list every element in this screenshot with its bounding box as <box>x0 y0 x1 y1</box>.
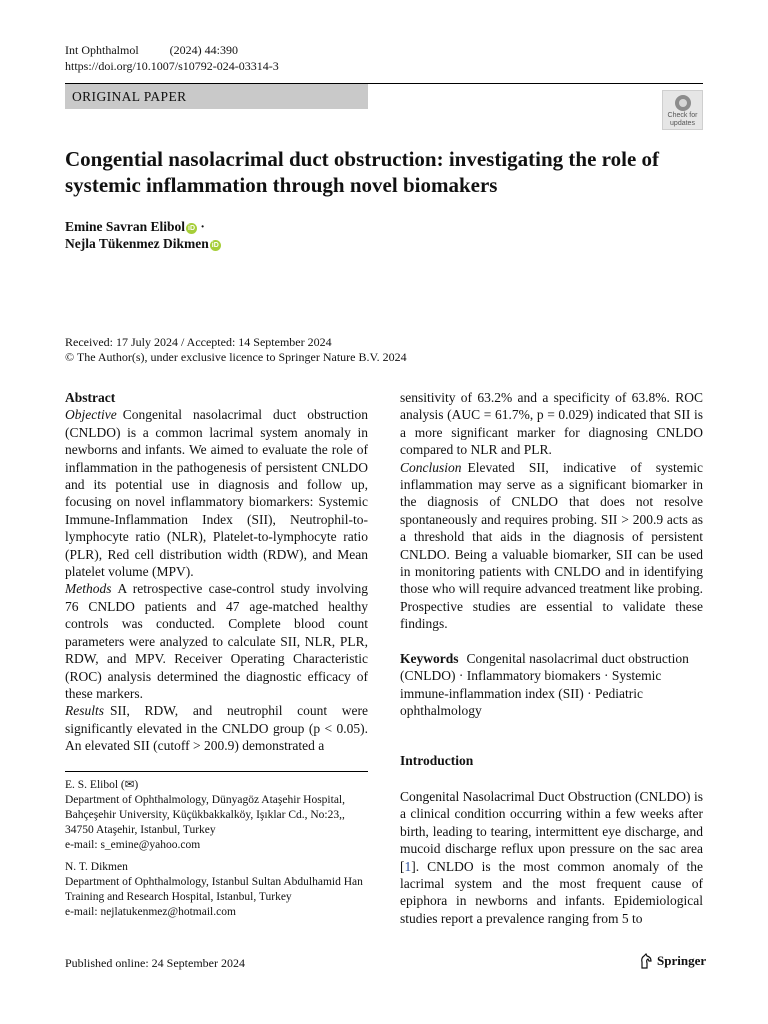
author-name[interactable]: Emine Savran Elibol <box>65 219 186 234</box>
journal-name: Int Ophthalmol <box>65 43 139 57</box>
orcid-icon[interactable]: iD <box>211 242 219 249</box>
affiliation-1 <box>65 778 368 853</box>
doi-link[interactable]: https://doi.org/10.1007/s10792-024-03314-3 <box>65 59 279 73</box>
affiliation-email[interactable]: e-mail: nejlatukenmez@hotmail.com <box>65 906 236 918</box>
intro-text-part: Congenital Nasolacrimal Duct Obstruction (CNLDO) is a clinical condition occurring within a few weeks after birth, leading to tearing, intermittent eye discharge, and mucoid discharge reflux upon pressure on the sac area [ <box>400 789 703 874</box>
volume-info: (2024) 44:390 <box>169 43 238 57</box>
affiliation-rule <box>65 771 368 772</box>
article-type-band: ORIGINAL PAPER <box>65 84 368 109</box>
keywords-heading: Keywords <box>400 651 459 666</box>
abstract-right-column <box>400 389 703 633</box>
published-online: Published online: 24 September 2024 <box>65 956 245 970</box>
publication-dates <box>65 335 407 365</box>
received-accepted: Received: 17 July 2024 / Accepted: 14 September 2024 <box>65 335 332 349</box>
affiliation-2 <box>65 860 368 920</box>
affiliation-address: Department of Ophthalmology, Dünyagöz Ataşehir Hospital, Bahçeşehir University, Küçükbakkalköy, Işıklar Cd., No:23,, 34750 Ataşehir, Istanbul, Turkey <box>65 794 345 836</box>
orcid-icon[interactable]: iD <box>188 225 196 232</box>
author-list: Emine Savran Elibol iD · Nejla Tükenmez Dikmen iD <box>65 219 219 251</box>
article-title: Congential nasolacrimal duct obstruction: investigating the role of systemic inflammation through novel biomakers <box>65 147 660 197</box>
objective-text: Congenital nasolacrimal duct obstruction (CNLDO) is a common lacrimal system anomaly in newborns and infants. We aimed to evaluate the role of inflammation in the pathogenesis of persistent CNLDO and its potential use in diagnosis and follow up, focusing on novel inflammatory biomarkers: Systemic Immune-Inflammation Index (SII), Neutrophil-to-lymphocyte ratio (NLR), Platelet-to-lymphocyte ratio (PLR), Red cell distribution width (RDW), and Mean platelet volume (MPV). <box>65 407 368 580</box>
journal-header <box>65 43 238 58</box>
check-for-updates-button[interactable] <box>662 90 703 130</box>
abstract-objective <box>65 406 368 580</box>
springer-horse-icon <box>639 953 653 969</box>
methods-label: Methods <box>65 581 112 597</box>
intro-text-part: ]. CNLDO is the most common anomaly of the lacrimal system and the most frequent cause of epiphora in newborns and infants. Epidemiological studies report a prevalence ranging from 5 to <box>400 858 703 926</box>
introduction-text <box>400 788 703 927</box>
results-text: SII, RDW, and neutrophil count were significantly elevated in the CNLDO group (p < 0.05). An elevated SII (cutoff > 200.9) demonstrated a <box>65 703 368 754</box>
affiliation-author: E. S. Elibol (✉) <box>65 779 139 791</box>
citation-link[interactable]: 1 <box>404 858 412 874</box>
check-updates-icon <box>675 95 691 111</box>
conclusion-label: Conclusion <box>400 459 462 475</box>
abstract-methods <box>65 580 368 702</box>
affiliation-address: Department of Ophthalmology, Istanbul Sultan Abdulhamid Han Training and Research Hospital, Istanbul, Turkey <box>65 876 363 903</box>
abstract-conclusion <box>400 459 703 633</box>
objective-label: Objective <box>65 407 117 423</box>
introduction-heading: Introduction <box>400 753 474 768</box>
results-continued: sensitivity of 63.2% and a specificity of 63.8%. ROC analysis (AUC = 61.7%, p = 0.029) indicated that SII is a more significant marker for diagnosing CNLDO compared to NLR and PLR. <box>400 390 703 458</box>
publisher-name: Springer <box>657 953 707 968</box>
methods-text: A retrospective case-control study involving 76 CNLDO patients and 47 age-matched healthy controls was conducted. Complete blood count parameters were analyzed to calculate SII, NLR, PLR, RDW, and MPV. Receiver Operating Characteristic (ROC) analysis determined the diagnostic efficacy of these markers. <box>65 581 368 701</box>
keywords-text: Congenital nasolacrimal duct obstruction (CNLDO) · Inflammatory biomakers · Systemic immune-inflammation index (SII) · Pediatric ophthalmology <box>400 651 689 719</box>
results-label: Results <box>65 703 104 719</box>
affiliation-email[interactable]: e-mail: s_emine@yahoo.com <box>65 839 201 851</box>
abstract-left-column <box>65 389 368 755</box>
abstract-heading: Abstract <box>65 390 116 405</box>
author-name[interactable]: Nejla Tükenmez Dikmen <box>65 236 209 251</box>
copyright-line: © The Author(s), under exclusive licence to Springer Nature B.V. 2024 <box>65 350 407 364</box>
keywords <box>400 650 703 720</box>
publisher-logo <box>639 953 706 969</box>
conclusion-text: Elevated SII, indicative of systemic inflammation may serve as a significant biomarker in the diagnosis of CNLDO that does not resolve spontaneously and requires probing. SII > 200.9 acts as a threshold that aids in the diagnosis of persistent CNLDO. Being a valuable biomarker, SII can be used in monitoring patients with CNLDO and in identifying those who will require advanced treatment like probing. Prospective studies are essential to validate these findings. <box>400 459 703 632</box>
check-updates-line1: Check for <box>667 112 698 119</box>
abstract-results <box>65 702 368 754</box>
check-updates-line2: updates <box>670 119 695 127</box>
affiliation-author: N. T. Dikmen <box>65 861 128 873</box>
